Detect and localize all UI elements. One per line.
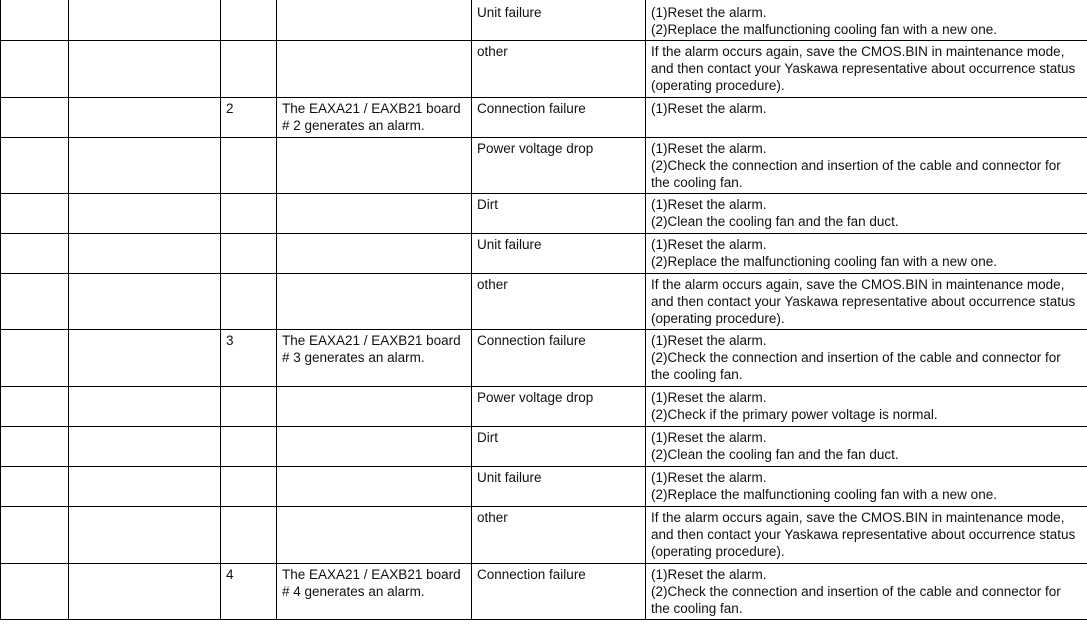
remedy-line: (1)Reset the alarm. — [651, 389, 767, 405]
condition-cell — [277, 273, 472, 329]
remedy-line: (2)Check the connection and insertion of the cable and connector for the cooling fan. — [651, 157, 1061, 190]
blank-cell — [69, 506, 221, 563]
blank-cell — [69, 193, 221, 233]
remedy-cell — [646, 386, 1087, 426]
blank-cell — [69, 137, 221, 193]
sub-number-cell — [221, 426, 277, 466]
condition-cell — [277, 193, 472, 233]
cause-cell: Dirt — [472, 426, 646, 466]
condition-cell — [277, 0, 472, 40]
remedy-cell — [646, 329, 1087, 386]
sub-number-cell — [221, 466, 277, 506]
cause-cell: Connection failure — [472, 563, 646, 619]
table-row — [1, 563, 1087, 619]
blank-cell — [69, 233, 221, 273]
blank-cell — [69, 329, 221, 386]
blank-cell — [1, 386, 69, 426]
cause-cell: Power voltage drop — [472, 386, 646, 426]
table-body — [1, 0, 1087, 619]
table-row — [1, 0, 1087, 40]
blank-cell — [69, 273, 221, 329]
sub-number-cell — [221, 0, 277, 40]
table-row — [1, 466, 1087, 506]
remedy-line: (1)Reset the alarm. — [651, 236, 767, 252]
blank-cell — [1, 273, 69, 329]
cause-cell: Power voltage drop — [472, 137, 646, 193]
blank-cell — [69, 466, 221, 506]
remedy-line: (2)Check if the primary power voltage is normal. — [651, 406, 938, 422]
sub-number-cell: 4 — [221, 563, 277, 619]
table-row — [1, 386, 1087, 426]
table-row — [1, 273, 1087, 329]
cause-cell: other — [472, 40, 646, 97]
cause-cell: Connection failure — [472, 97, 646, 137]
remedy-line: (1)Reset the alarm. — [651, 140, 767, 156]
remedy-line: If the alarm occurs again, save the CMOS.BIN in maintenance mode, and then contact your Yaskawa representative about occurrence status (operating procedure). — [651, 43, 1076, 93]
table-row — [1, 137, 1087, 193]
condition-cell — [277, 466, 472, 506]
condition-cell — [277, 386, 472, 426]
condition-cell: The EAXA21 / EAXB21 board # 4 generates an alarm. — [277, 563, 472, 619]
blank-cell — [1, 426, 69, 466]
table-row — [1, 40, 1087, 97]
condition-cell — [277, 233, 472, 273]
remedy-line: (1)Reset the alarm. — [651, 5, 767, 20]
remedy-line: (1)Reset the alarm. — [651, 100, 767, 116]
remedy-line: (2)Replace the malfunctioning cooling fan with a new one. — [651, 253, 997, 269]
remedy-line: If the alarm occurs again, save the CMOS.BIN in maintenance mode, and then contact your Yaskawa representative about occurrence status (operating procedure). — [651, 276, 1076, 326]
blank-cell — [1, 506, 69, 563]
condition-cell — [277, 40, 472, 97]
cause-cell: other — [472, 506, 646, 563]
table-row — [1, 233, 1087, 273]
sub-number-cell — [221, 40, 277, 97]
remedy-line: (1)Reset the alarm. — [651, 429, 767, 445]
remedy-cell — [646, 426, 1087, 466]
sub-number-cell — [221, 193, 277, 233]
condition-cell — [277, 506, 472, 563]
remedy-cell — [646, 506, 1087, 563]
cause-cell: Unit failure — [472, 466, 646, 506]
sub-number-cell: 3 — [221, 329, 277, 386]
table-row — [1, 329, 1087, 386]
remedy-line: (2)Clean the cooling fan and the fan duct. — [651, 213, 899, 229]
blank-cell — [1, 40, 69, 97]
remedy-line: (2)Check the connection and insertion of the cable and connector for the cooling fan. — [651, 583, 1061, 616]
cause-cell: other — [472, 273, 646, 329]
remedy-line: (1)Reset the alarm. — [651, 566, 767, 582]
remedy-cell — [646, 273, 1087, 329]
cause-cell: Unit failure — [472, 0, 646, 40]
sub-number-cell: 2 — [221, 97, 277, 137]
table-row — [1, 506, 1087, 563]
blank-cell — [69, 0, 221, 40]
remedy-cell — [646, 97, 1087, 137]
remedy-cell — [646, 40, 1087, 97]
blank-cell — [1, 193, 69, 233]
cause-cell: Dirt — [472, 193, 646, 233]
sub-number-cell — [221, 233, 277, 273]
condition-cell — [277, 137, 472, 193]
remedy-cell — [646, 466, 1087, 506]
remedy-line: (2)Replace the malfunctioning cooling fan with a new one. — [651, 486, 997, 502]
table-row — [1, 97, 1087, 137]
sub-number-cell — [221, 386, 277, 426]
remedy-line: (2)Check the connection and insertion of the cable and connector for the cooling fan. — [651, 349, 1061, 382]
remedy-cell — [646, 233, 1087, 273]
table-row — [1, 193, 1087, 233]
remedy-cell — [646, 137, 1087, 193]
sub-number-cell — [221, 273, 277, 329]
blank-cell — [1, 563, 69, 619]
remedy-line: (1)Reset the alarm. — [651, 332, 767, 348]
blank-cell — [1, 137, 69, 193]
sub-number-cell — [221, 506, 277, 563]
remedy-line: (1)Reset the alarm. — [651, 469, 767, 485]
condition-cell: The EAXA21 / EAXB21 board # 3 generates an alarm. — [277, 329, 472, 386]
condition-cell — [277, 426, 472, 466]
remedy-cell — [646, 193, 1087, 233]
cause-cell: Unit failure — [472, 233, 646, 273]
cause-cell: Connection failure — [472, 329, 646, 386]
blank-cell — [69, 97, 221, 137]
blank-cell — [1, 329, 69, 386]
blank-cell — [1, 233, 69, 273]
blank-cell — [69, 386, 221, 426]
remedy-cell — [646, 0, 1087, 40]
blank-cell — [69, 426, 221, 466]
remedy-line: (1)Reset the alarm. — [651, 196, 767, 212]
blank-cell — [69, 40, 221, 97]
remedy-line: (2)Clean the cooling fan and the fan duct. — [651, 446, 899, 462]
blank-cell — [1, 97, 69, 137]
blank-cell — [1, 466, 69, 506]
remedy-cell — [646, 563, 1087, 619]
remedy-line: If the alarm occurs again, save the CMOS.BIN in maintenance mode, and then contact your Yaskawa representative about occurrence status (operating procedure). — [651, 509, 1076, 559]
blank-cell — [1, 0, 69, 40]
sub-number-cell — [221, 137, 277, 193]
condition-cell: The EAXA21 / EAXB21 board # 2 generates an alarm. — [277, 97, 472, 137]
blank-cell — [69, 563, 221, 619]
table-row — [1, 426, 1087, 466]
remedy-line: (2)Replace the malfunctioning cooling fan with a new one. — [651, 22, 997, 37]
